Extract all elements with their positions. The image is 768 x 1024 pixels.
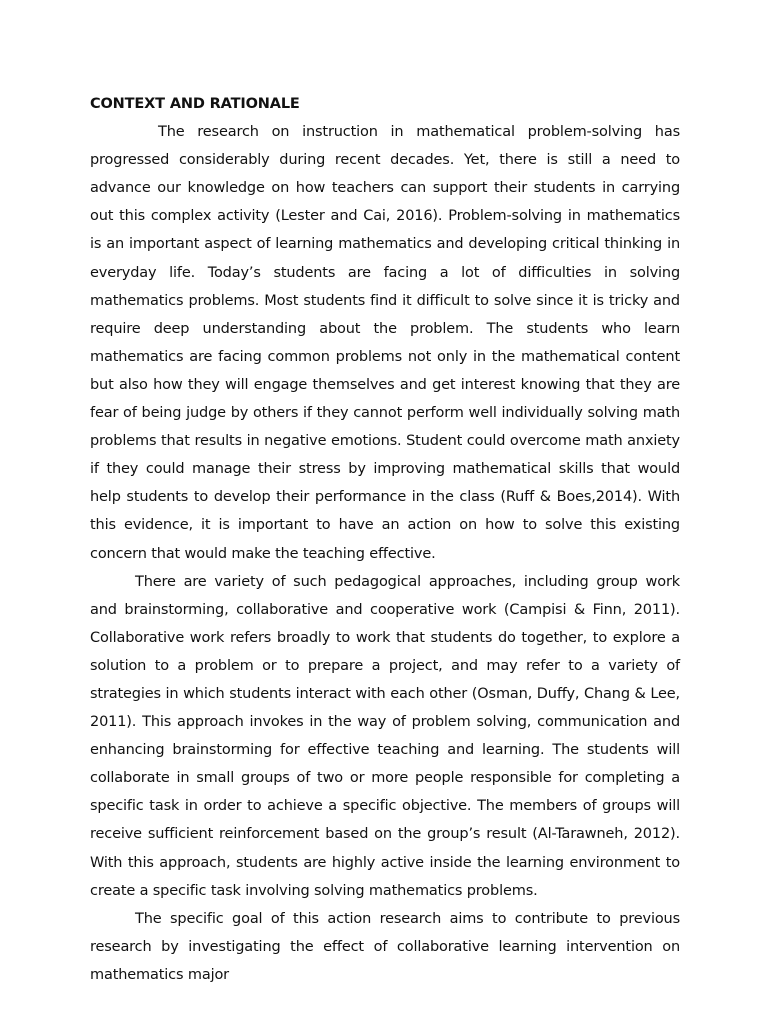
document-body [90,90,680,989]
paragraph-3: The specific goal of this action research aims to contribute to previous research by investigating the effect of collaborative learning intervention on mathematics major [90,910,680,983]
section-heading: CONTEXT AND RATIONALE [90,96,300,112]
paragraph-2: There are variety of such pedagogical approaches, including group work and brainstorming, collaborative and cooperative work (Campisi & Finn, 2011). Collaborative work refers broadly to work that students do together, to explore a solution to a problem or to prepare a project, and may refer to a variety of strategies in which students interact with each other (Osman, Duffy, Chang & Lee, 2011). This approach invokes in the way of problem solving, communication and enhancing brainstorming for effective teaching and learning. The students will collaborate in small groups of two or more people responsible for completing a specific task in order to achieve a specific objective. The members of groups will receive sufficient reinforcement based on the group’s result (Al-Tarawneh, 2012). With this approach, students are highly active inside the learning environment to create a specific task involving solving mathematics problems. [90,573,680,899]
paragraph-1: The research on instruction in mathematical problem-solving has progressed considerably during recent decades. Yet, there is still a need to advance our knowledge on how teachers can support their students in carrying out this complex activity (Lester and Cai, 2016). Problem-solving in mathematics is an important aspect of learning mathematics and developing critical thinking in everyday life. Today’s students are facing a lot of difficulties in solving mathematics problems. Most students find it difficult to solve since it is tricky and require deep understanding about the problem. The students who learn mathematics are facing common problems not only in the mathematical content but also how they will engage themselves and get interest knowing that they are fear of being judge by others if they cannot perform well individually solving math problems that results in negative emotions. Student could overcome math anxiety if they could manage their stress by improving mathematical skills that would help students to develop their performance in the class (Ruff & Boes,2014). With this evidence, it is important to have an action on how to solve this existing concern that would make the teaching effective. [90,124,680,562]
